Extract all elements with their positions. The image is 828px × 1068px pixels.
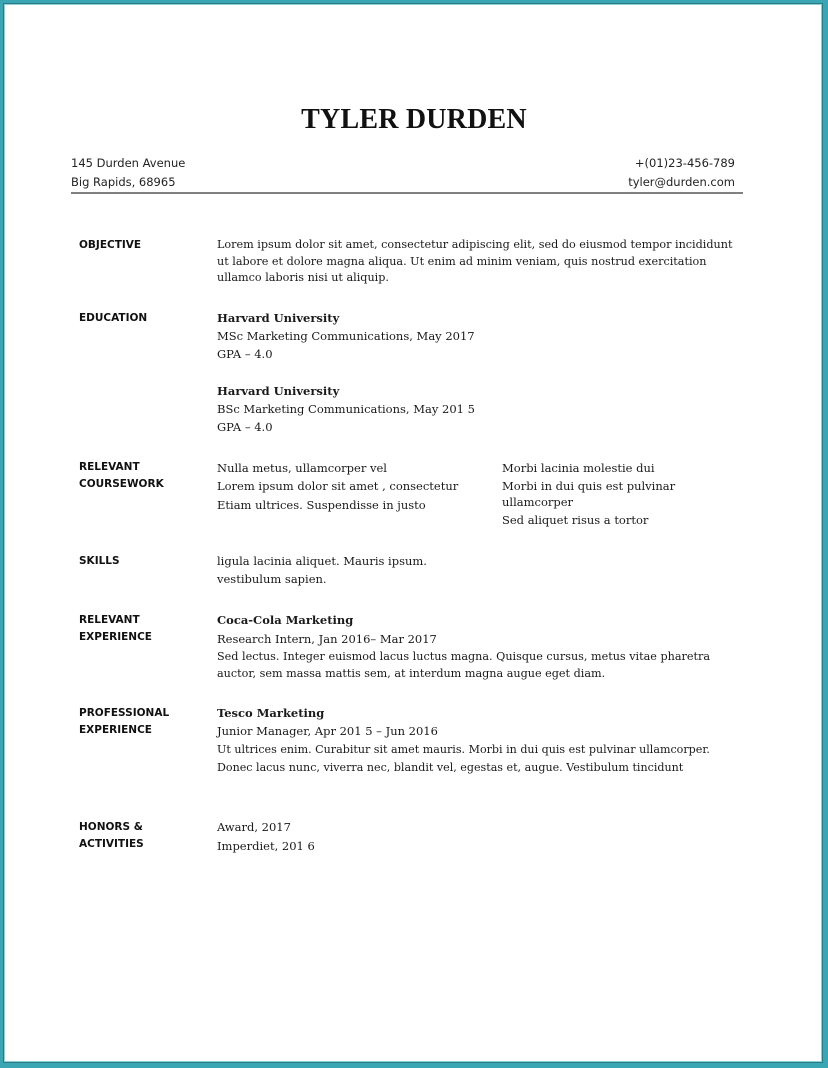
relevant-experience-role: Research Intern, Jan 2016– Mar 2017 [217,632,437,646]
coursework-item: Morbi in dui quis est pulvinar [502,479,676,493]
coursework-item: ullamcorper [502,495,574,509]
professional-experience-description: Ut ultrices enim. Curabitur sit amet mauris. Morbi in dui quis est pulvinar ullamcorper. [217,743,710,756]
email-address: tyler@durden.com [628,175,735,189]
relevant-experience-company: Coca-Cola Marketing [217,613,354,627]
relevant-experience-description: Sed lectus. Integer euismod lacus luctus magna. Quisque cursus, metus vitae pharetra auctor, sem massa mattis sem, at interdum magna augue eget diam. [217,650,710,680]
relevant-experience-label-line2: EXPERIENCE [79,631,152,643]
education-school: Harvard University [217,311,340,325]
education-school: Harvard University [217,384,340,398]
professional-experience-description: Donec lacus nunc, viverra nec, blandit vel, egestas et, augue. Vestibulum tincidunt [217,761,684,774]
skills-line: vestibulum sapien. [217,572,327,586]
objective-text: Lorem ipsum dolor sit amet, consectetur adipiscing elit, sed do eiusmod tempor incididunt ut labore et dolore magna aliqua. Ut enim ad minim veniam, quis nostrud exercitation ullamco laboris nisi ut aliquip. [217,238,733,284]
address-line-1: 145 Durden Avenue [71,156,186,170]
coursework-label-line2: COURSEWORK [79,478,164,490]
honors-item: Imperdiet, 201 6 [217,839,315,853]
coursework-item: Morbi lacinia molestie dui [502,461,655,475]
objective-label: OBJECTIVE [79,239,142,251]
education-degree: MSc Marketing Communications, May 2017 [217,329,475,343]
coursework-item: Nulla metus, ullamcorper vel [217,461,387,475]
professional-experience-company: Tesco Marketing [217,706,325,720]
relevant-experience-label-line1: RELEVANT [79,614,140,626]
honors-label-line2: ACTIVITIES [79,838,144,850]
coursework-item: Sed aliquet risus a tortor [502,513,649,527]
honors-label-line1: HONORS & [79,821,143,833]
coursework-item: Etiam ultrices. Suspendisse in justo [217,498,426,512]
education-label: EDUCATION [79,312,148,324]
coursework-item: Lorem ipsum dolor sit amet , consectetur [217,479,459,493]
education-degree: BSc Marketing Communications, May 201 5 [217,402,475,416]
professional-experience-label-line1: PROFESSIONAL [79,707,170,719]
professional-experience-role: Junior Manager, Apr 201 5 – Jun 2016 [217,724,438,738]
skills-line: ligula lacinia aliquet. Mauris ipsum. [217,554,427,568]
honors-item: Award, 2017 [217,820,291,834]
resume-name: TYLER DURDEN [301,104,527,135]
address-line-2: Big Rapids, 68965 [71,175,176,189]
coursework-label-line1: RELEVANT [79,461,140,473]
education-gpa: GPA – 4.0 [217,347,273,361]
phone-number: +(01)23-456-789 [634,156,735,170]
education-gpa: GPA – 4.0 [217,420,273,434]
header-divider [71,192,743,194]
skills-label: SKILLS [79,555,120,567]
professional-experience-label-line2: EXPERIENCE [79,724,152,736]
